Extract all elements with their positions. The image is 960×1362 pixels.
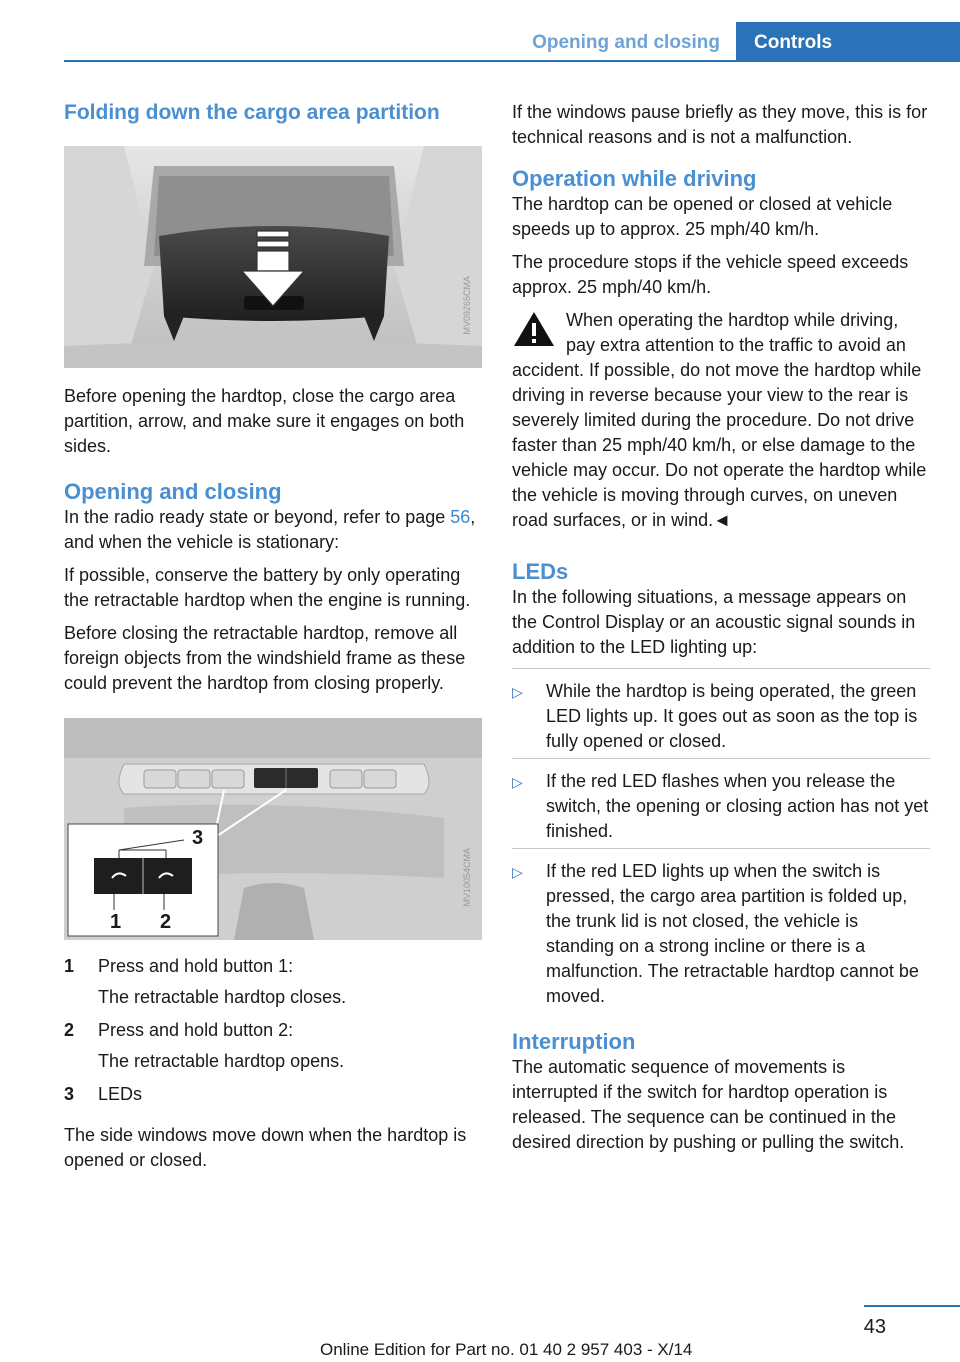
paragraph-windows-pause: If the windows pause briefly as they move, this is for technical reasons and is not a malfunction. — [512, 102, 928, 147]
list-text: If the red LED flashes when you release the switch, the opening or closing action has not yet finished. — [546, 771, 929, 841]
header-section-title: Opening and closing — [532, 32, 720, 53]
footer-rule — [864, 1305, 960, 1307]
paragraph-side-windows: The side windows move down when the hardtop is opened or closed. — [64, 1125, 467, 1170]
right-column — [512, 100, 930, 1163]
heading-leds: LEDs — [512, 559, 569, 584]
list-item — [512, 668, 930, 758]
list-number: 3 — [64, 1084, 75, 1104]
triangle-bullet-icon: ▷ — [512, 864, 523, 880]
list-item — [512, 758, 930, 848]
callout-label-2: 2 — [160, 911, 172, 933]
page-link[interactable]: 56 — [450, 507, 471, 527]
list-text: While the hardtop is being operated, the green LED lights up. It goes out as soon as the top is fully opened or closed. — [546, 681, 918, 751]
radio-ready-text-a: In the radio ready state or beyond, refer to page — [64, 507, 451, 527]
paragraph-interruption: The automatic sequence of movements is interrupted if the switch for hardtop operation is released. The sequence can be continued in the desired direction by pushing or pulling the switch. — [512, 1057, 905, 1152]
paragraph-before-opening: Before opening the hardtop, close the cargo area partition, arrow, and make sure it engages on both sides. — [64, 386, 465, 456]
footer-edition: Online Edition for Part no. 01 40 2 957 403 - X/14 — [320, 1340, 693, 1359]
list-text: LEDs — [98, 1084, 143, 1104]
list-text: Press and hold button 1: — [98, 956, 294, 976]
heading-operation-driving: Operation while driving — [512, 166, 757, 191]
list-item — [64, 1082, 482, 1107]
paragraph-leds-intro: In the following situations, a message appears on the Control Display or an acoustic signal sounds in addition to the LED lighting up: — [512, 587, 916, 657]
paragraph-speed-limit: The hardtop can be opened or closed at vehicle speeds up to approx. 25 mph/40 km/h. — [512, 194, 893, 239]
header-tab-controls[interactable]: Controls — [736, 22, 960, 62]
paragraph-conserve-battery: If possible, conserve the battery by only operating the retractable hardtop when the engine is running. — [64, 565, 471, 610]
page-header — [64, 22, 960, 62]
cargo-partition-figure — [64, 146, 482, 368]
list-subtext: The retractable hardtop opens. — [98, 1051, 345, 1071]
triangle-bullet-icon: ▷ — [512, 684, 523, 700]
heading-opening-closing: Opening and closing — [64, 479, 282, 504]
list-text: If the red LED lights up when the switch is pressed, the cargo area partition is folded up, the trunk lid is not closed, the vehicle is standing on a strong incline or there is a malfunction. The retractable hardtop cannot be moved. — [546, 861, 919, 1006]
cargo-partition-image — [64, 146, 482, 368]
button-legend-list — [64, 954, 482, 1107]
callout-label-3: 3 — [192, 827, 204, 849]
callout-label-1: 1 — [110, 911, 122, 933]
figure-code: MV10054CMA — [462, 848, 472, 907]
paragraph-before-closing: Before closing the retractable hardtop, remove all foreign objects from the windshield frame as these could prevent the hardtop from closing properly. — [64, 623, 466, 693]
warning-triangle-icon — [512, 310, 556, 348]
triangle-bullet-icon: ▷ — [512, 774, 523, 790]
list-item — [512, 848, 930, 1013]
heading-interruption: Interruption — [512, 1029, 636, 1054]
list-text: Press and hold button 2: — [98, 1020, 294, 1040]
list-subtext: The retractable hardtop closes. — [98, 987, 347, 1007]
left-column — [64, 100, 482, 1181]
warning-text: When operating the hardtop while driving, pay extra attention to the traffic to avoid an accident. If possible, do not move the hardtop while driving in reverse because your view to the rear is severely limited during the procedure. Do not drive faster than 25 mph/40 km/h, or else damage to the vehicle may occur. Do not operate the hardtop while the vehicle is moving through curves, on uneven road surfaces, or in wind.◄ — [512, 310, 927, 530]
radio-ready-text-b: , and when the vehicle is stationary: — [64, 507, 476, 552]
warning-box — [512, 308, 930, 533]
hardtop-switch-figure — [64, 718, 482, 940]
figure-code: MV09265CMA — [462, 276, 472, 335]
paragraph-procedure-stops: The procedure stops if the vehicle speed exceeds approx. 25 mph/40 km/h. — [512, 252, 909, 297]
hardtop-switch-image — [64, 718, 482, 940]
list-number: 1 — [64, 956, 75, 976]
paragraph-radio-ready — [64, 505, 482, 555]
header-rule — [64, 60, 960, 62]
led-situation-list — [512, 668, 930, 1013]
page-number: 43 — [863, 1316, 886, 1338]
heading-folding-partition: Folding down the cargo area partition — [64, 101, 440, 124]
list-number: 2 — [64, 1020, 75, 1040]
list-item — [64, 954, 482, 979]
list-item — [64, 1018, 482, 1043]
